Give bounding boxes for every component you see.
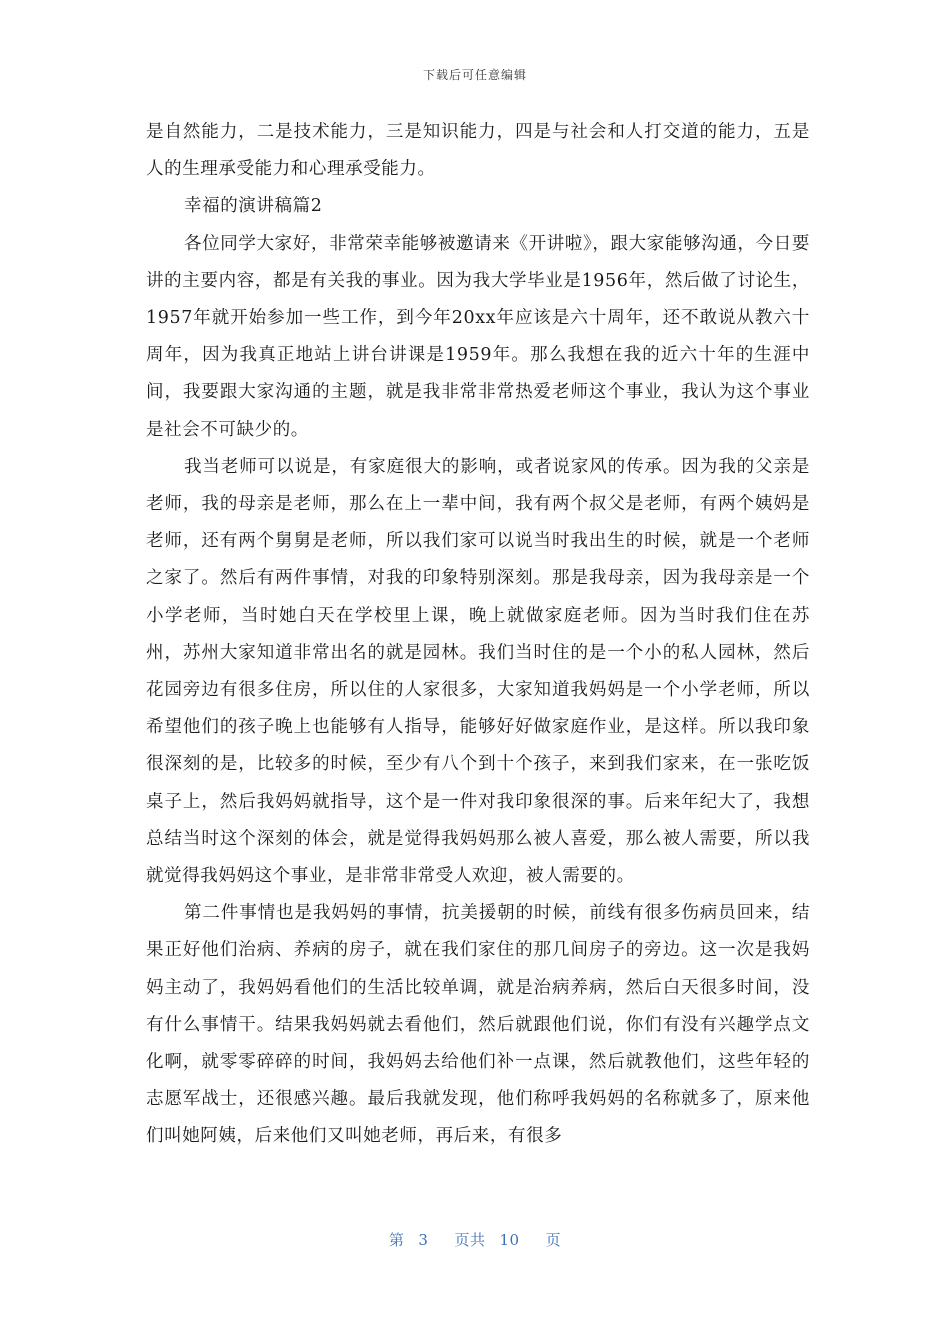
paragraph-continuation: 是自然能力，二是技术能力，三是知识能力，四是与社会和人打交道的能力，五是人的生理承受能力和心理承受能力。 bbox=[146, 122, 810, 180]
footer-current-page: 3 bbox=[418, 1231, 429, 1249]
section-heading: 幸福的演讲稿篇2 bbox=[184, 196, 323, 217]
footer-suffix: 页 bbox=[545, 1231, 562, 1249]
paragraph: 各位同学大家好，非常荣幸能够被邀请来《开讲啦》，跟大家能够沟通，今日要讲的主要内容，都是有关我的事业。因为我大学毕业是1956年，然后做了讨论生，1957年就开始参加一些工作，到今年20xx年应该是六十周年，还不敢说从教六十周年，因为我真正地站上讲台讲课是1959年。那么我想在我的近六十年的生涯中间，我要跟大家沟通的主题，就是我非常非常热爱老师这个事业，我认为这个事业是社会不可缺少的。 bbox=[146, 233, 810, 440]
footer-total-pages: 10 bbox=[499, 1231, 520, 1249]
paragraph: 我当老师可以说是，有家庭很大的影响，或者说家风的传承。因为我的父亲是老师，我的母亲是老师，那么在上一辈中间，我有两个叔父是老师，有两个姨妈是老师，还有两个舅舅是老师，所以我们家可以说当时我出生的时候，就是一个老师之家了。然后有两件事情，对我的印象特别深刻。那是我母亲，因为我母亲是一个小学老师，当时她白天在学校里上课，晚上就做家庭老师。因为当时我们住在苏州，苏州大家知道非常出名的就是园林。我们当时住的是一个小的私人园林，然后花园旁边有很多住房，所以住的人家很多，大家知道我妈妈是一个小学老师，所以希望他们的孩子晚上也能够有人指导，能够好好做家庭作业，是这样。所以我印象很深刻的是，比较多的时候，至少有八个到十个孩子，来到我们家来，在一张吃饭桌子上，然后我妈妈就指导，这个是一件对我印象很深的事。后来年纪大了，我想总结当时这个深刻的体会，就是觉得我妈妈那么被人喜爱，那么被人需要，所以我就觉得我妈妈这个事业，是非常非常受人欢迎，被人需要的。 bbox=[146, 456, 810, 887]
footer-middle: 页共 bbox=[454, 1231, 486, 1249]
page-header: 下载后可任意编辑 bbox=[422, 68, 527, 82]
document-body bbox=[146, 114, 810, 1156]
paragraph: 第二件事情也是我妈妈的事情，抗美援朝的时候，前线有很多伤病员回来，结果正好他们治病、养病的房子，就在我们家住的那几间房子的旁边。这一次是我妈妈主动了，我妈妈看他们的生活比较单调，就是治病养病，然后白天很多时间，没有什么事情干。结果我妈妈就去看他们，然后就跟他们说，你们有没有兴趣学点文化啊，就零零碎碎的时间，我妈妈去给他们补一点课，然后就教他们，这些年轻的志愿军战士，还很感兴趣。最后我就发现，他们称呼我妈妈的名称就多了，原来他们叫她阿姨，后来他们又叫她老师，再后来，有很多 bbox=[146, 903, 810, 1147]
footer-prefix: 第 bbox=[388, 1231, 405, 1249]
page-footer bbox=[0, 1229, 950, 1250]
